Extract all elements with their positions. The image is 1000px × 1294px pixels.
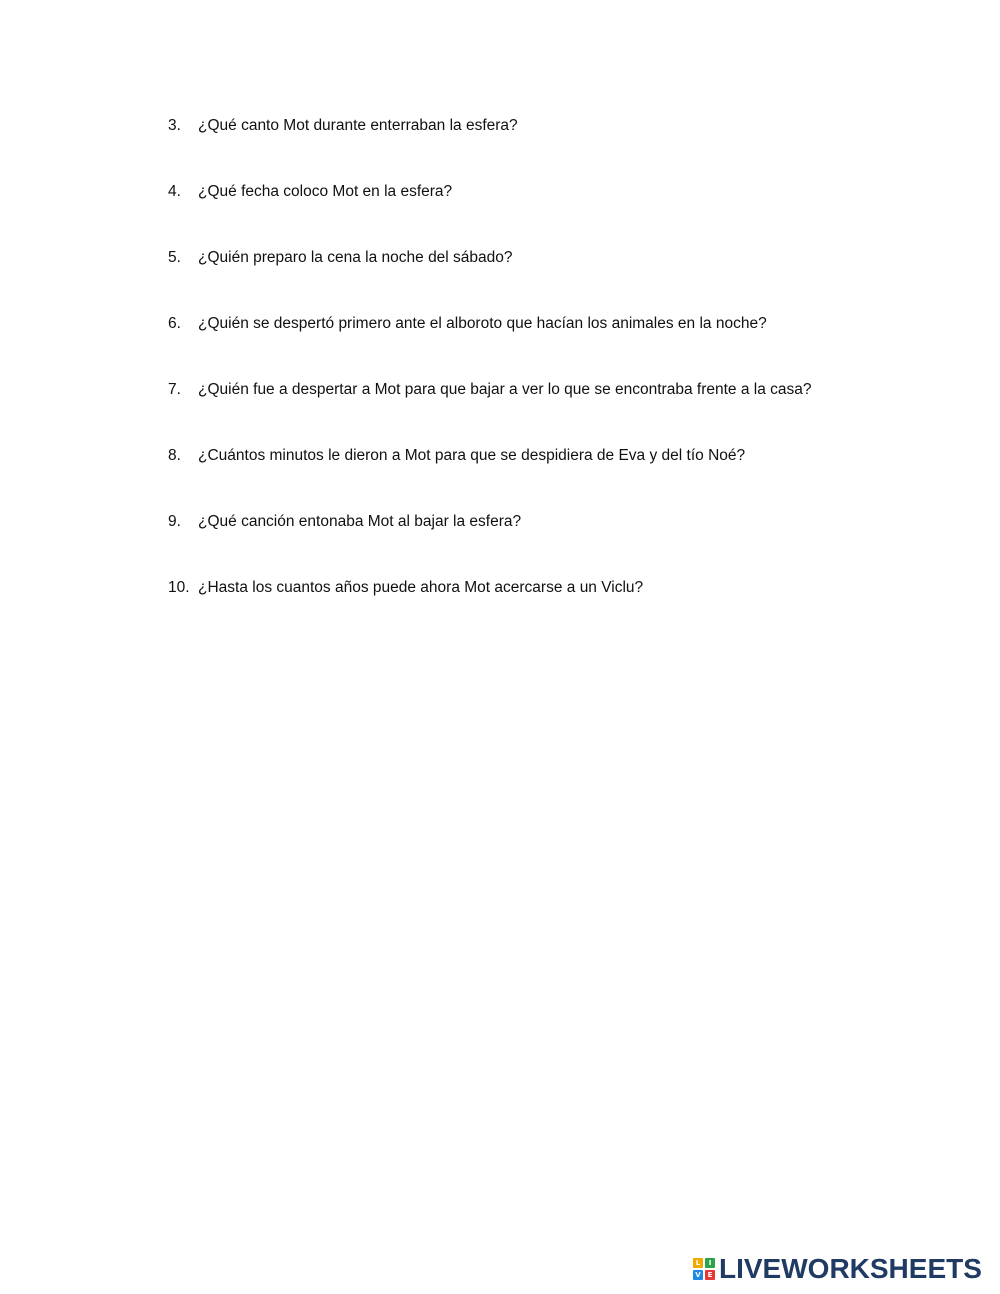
question-number: 3. [168,117,181,134]
question-number: 8. [168,447,181,464]
logo-mark-cell: I [705,1258,715,1268]
question-item [168,380,868,446]
liveworksheets-logo [693,1255,982,1283]
question-number: 5. [168,249,181,266]
question-number: 6. [168,315,181,332]
question-text: ¿Cuántos minutos le dieron a Mot para que se despidiera de Eva y del tío Noé? [198,447,746,464]
question-text: ¿Qué canto Mot durante enterraban la esfera? [198,117,518,134]
question-item [168,446,868,512]
question-text: ¿Qué canción entonaba Mot al bajar la esfera? [198,513,522,530]
logo-mark-cell: L [693,1258,703,1268]
question-text: ¿Quién preparo la cena la noche del sábado? [198,249,513,266]
question-item [168,512,868,578]
question-number: 9. [168,513,181,530]
question-number: 10. [168,579,190,596]
logo-mark-icon [693,1258,715,1280]
question-list [168,116,868,644]
question-item [168,578,868,644]
question-item [168,248,868,314]
question-item [168,314,868,380]
question-number: 4. [168,183,181,200]
logo-text: LIVEWORKSHEETS [719,1253,982,1284]
logo-mark-cell: E [705,1270,715,1280]
question-item [168,182,868,248]
question-text: ¿Hasta los cuantos años puede ahora Mot acercarse a un Viclu? [198,579,644,596]
question-text: ¿Quién fue a despertar a Mot para que bajar a ver lo que se encontraba frente a la casa? [198,381,812,398]
question-text: ¿Qué fecha coloco Mot en la esfera? [198,183,453,200]
question-text: ¿Quién se despertó primero ante el alboroto que hacían los animales en la noche? [198,315,767,332]
logo-mark-cell: V [693,1270,703,1280]
question-item [168,116,868,182]
question-number: 7. [168,381,181,398]
